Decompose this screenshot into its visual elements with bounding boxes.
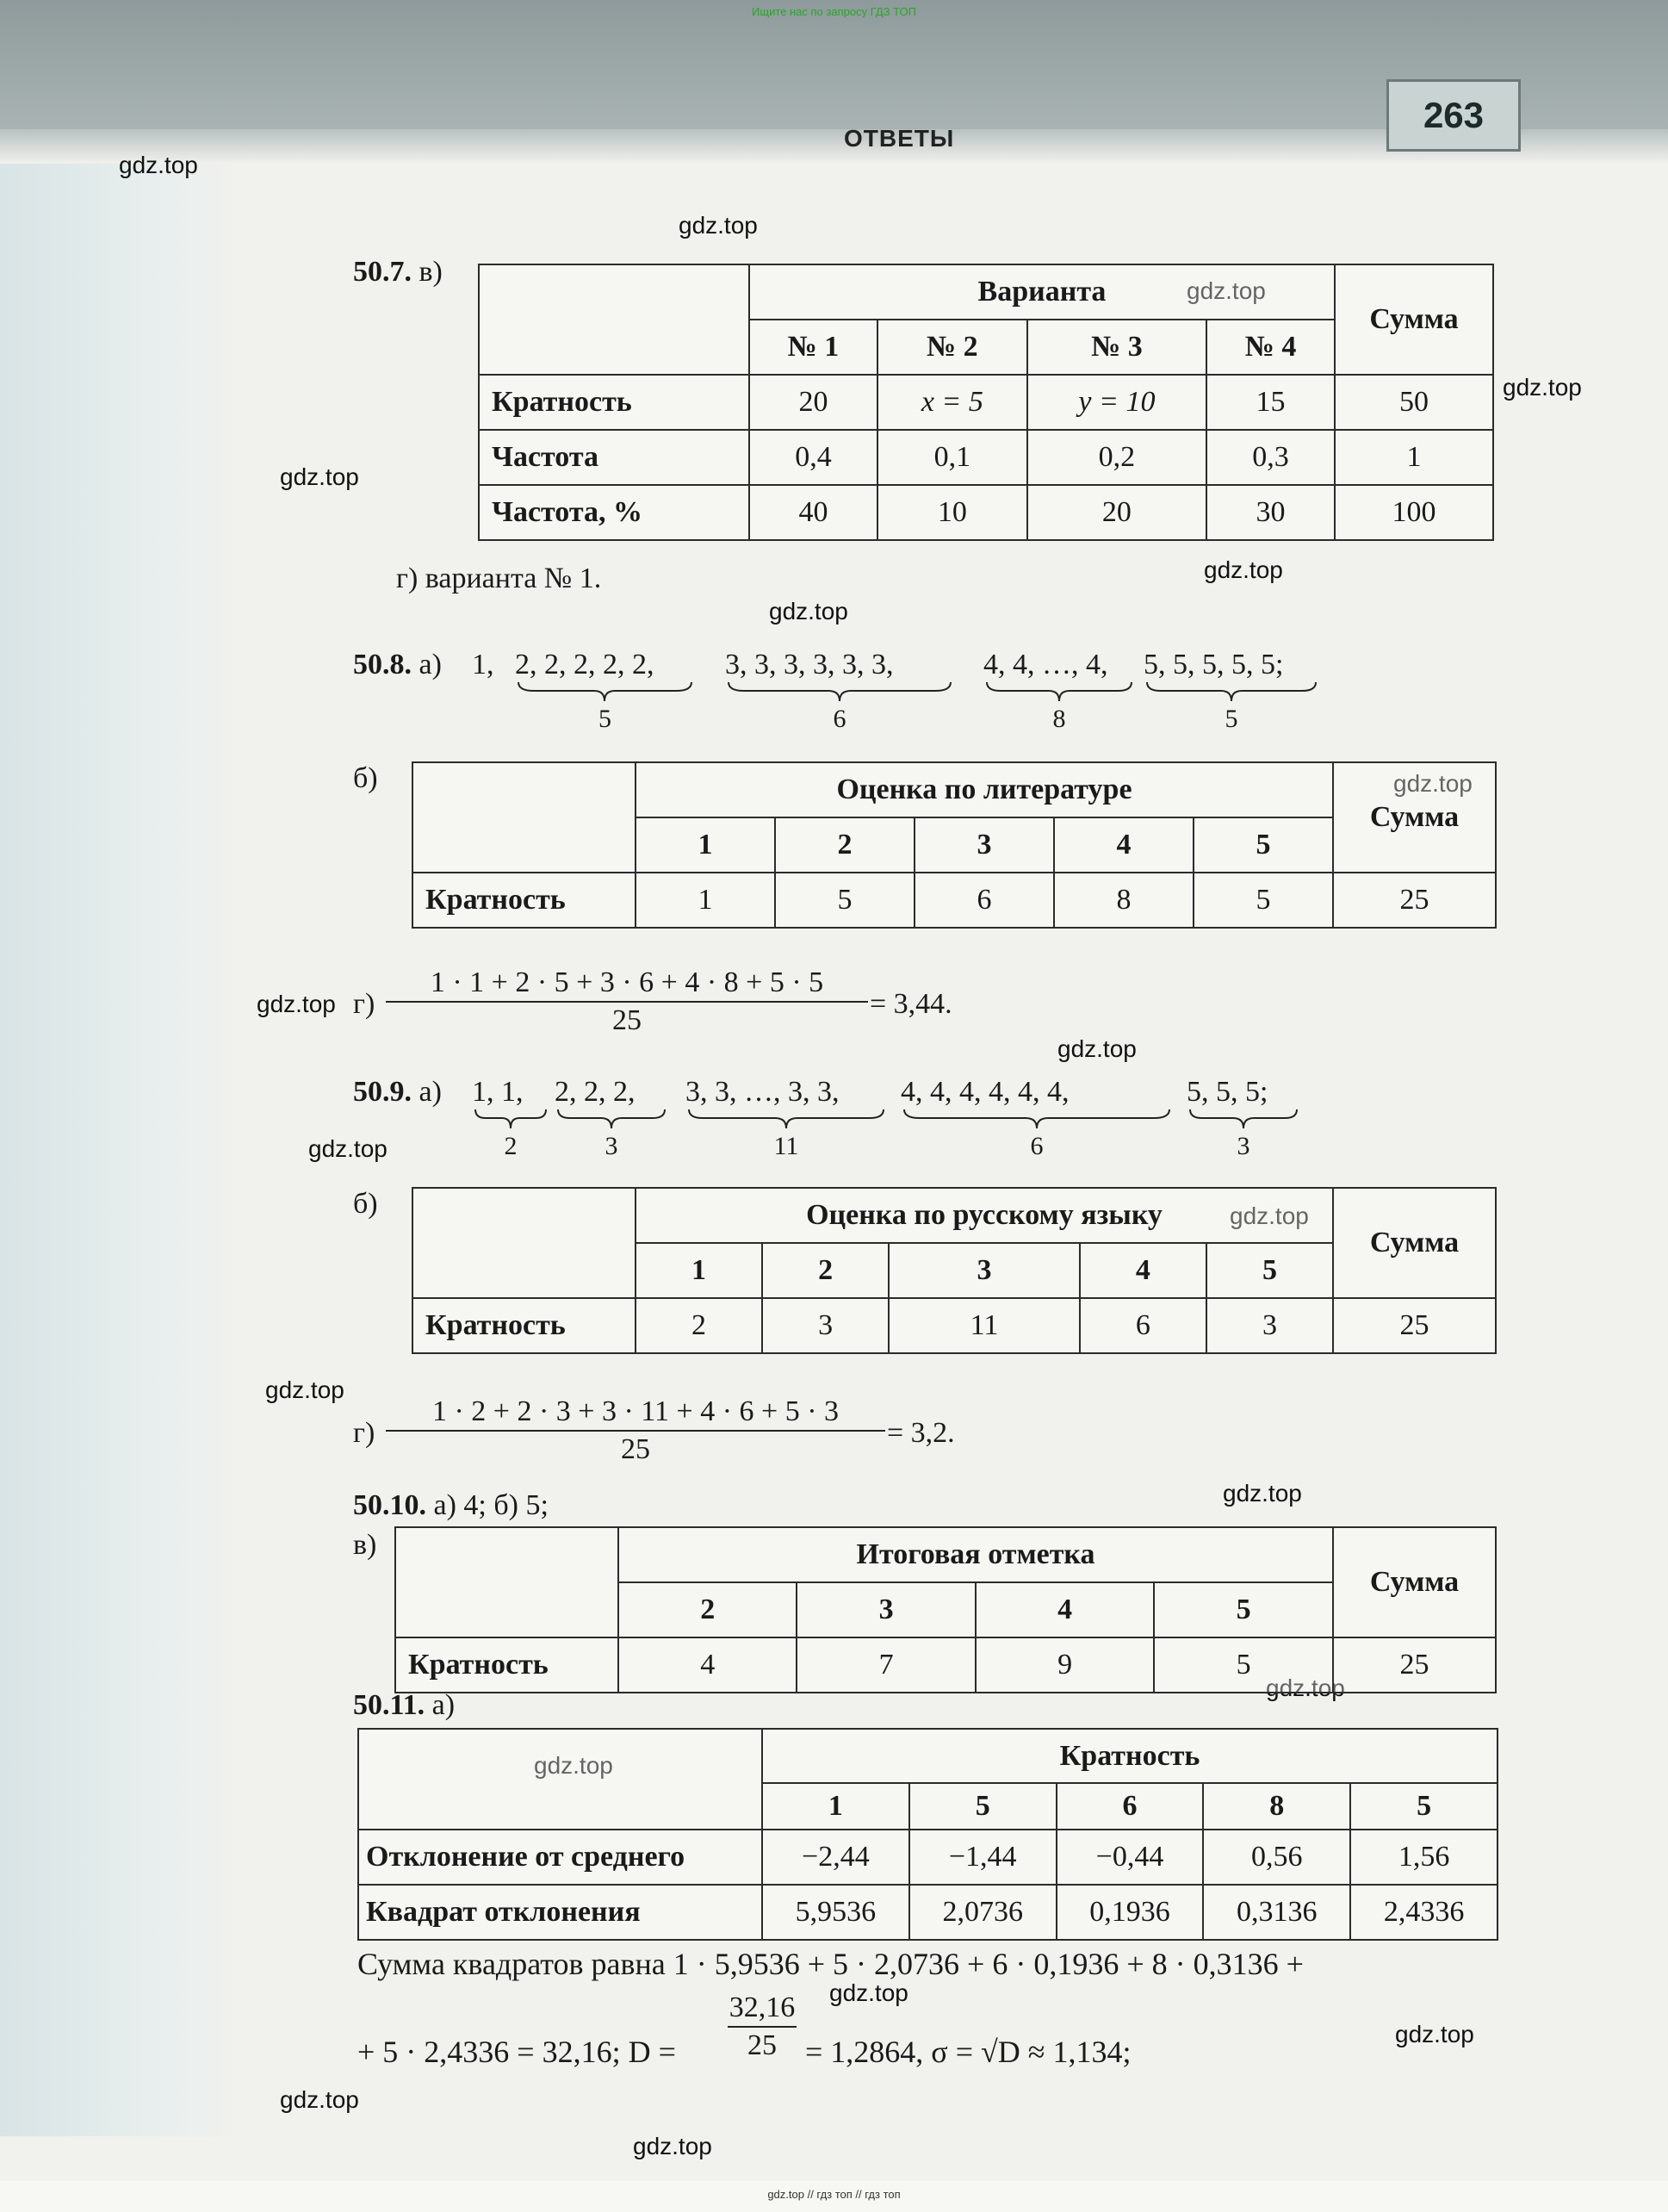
mean-result: = 3,44.	[870, 988, 952, 1020]
table-cell: −2,44	[762, 1830, 909, 1885]
problem-50-10-label	[353, 1488, 549, 1523]
left-margin-strip	[0, 164, 237, 2136]
sequence-group: 4, 4, …, 4,	[983, 649, 1108, 680]
sum-cell: 25	[1333, 1298, 1496, 1353]
item-b-label: б)	[353, 762, 378, 794]
row-header: Кратность	[412, 873, 636, 928]
empty-corner-cell	[395, 1582, 618, 1637]
table-row	[479, 430, 1493, 485]
column-header: 2	[775, 817, 915, 873]
column-header: 5	[1350, 1783, 1497, 1830]
column-header: 1	[636, 1243, 762, 1298]
column-header: 8	[1203, 1783, 1350, 1830]
watermark: gdz.top	[1503, 374, 1582, 401]
fraction-denominator: 25	[612, 1004, 642, 1036]
problem-50-9-label	[353, 1075, 442, 1109]
table-cell: 0,56	[1203, 1830, 1350, 1885]
grades-header: Итоговая отметка	[618, 1527, 1333, 1582]
table-cell: 11	[889, 1298, 1080, 1353]
item-g-label: г)	[353, 988, 375, 1020]
watermark: gdz.top	[534, 1752, 613, 1779]
table-cell: 5	[1194, 873, 1333, 928]
fraction-denominator: 25	[747, 2029, 777, 2061]
brace-count: 11	[773, 1132, 799, 1160]
table-cell: 40	[749, 485, 877, 540]
item-a-label: а)	[419, 649, 442, 680]
column-header: 5	[909, 1783, 1057, 1830]
table-cell: 5	[1154, 1637, 1333, 1693]
fraction-line	[728, 2026, 797, 2028]
watermark: gdz.top	[1395, 2021, 1474, 2047]
column-header: № 3	[1027, 320, 1206, 375]
table-cell: 0,3136	[1203, 1885, 1350, 1940]
watermark: gdz.top	[1187, 277, 1266, 304]
fraction-numerator: 1 · 2 + 2 · 3 + 3 · 11 + 4 · 6 + 5 · 3	[431, 1395, 840, 1427]
row-header: Кратность	[395, 1637, 618, 1693]
fraction-numerator: 32,16	[729, 1991, 796, 2023]
column-header: 2	[618, 1582, 797, 1637]
empty-corner-cell	[395, 1527, 618, 1582]
column-header: 5	[1194, 817, 1333, 873]
variants-header: Варианта	[749, 264, 1335, 320]
watermark: gdz.top	[257, 991, 336, 1017]
column-header: 3	[889, 1243, 1080, 1298]
sequence-group: 5, 5, 5;	[1187, 1076, 1268, 1108]
table-cell: 4	[618, 1637, 797, 1693]
watermark: gdz.top	[1230, 1202, 1309, 1229]
sequence-group: 1, 1,	[472, 1076, 524, 1108]
variance-fraction	[728, 1991, 797, 2062]
table-cell: 8	[1054, 873, 1194, 928]
column-header: 3	[797, 1582, 975, 1637]
watermark: gdz.top	[769, 598, 848, 624]
column-header: № 1	[749, 320, 877, 375]
item-a-label: а)	[419, 1076, 442, 1108]
fraction-denominator: 25	[621, 1433, 650, 1465]
bottom-note[interactable]: gdz.top // гдз топ // гдз топ	[767, 2188, 901, 2201]
table-cell: y = 10	[1027, 375, 1206, 430]
table-cell: 30	[1206, 485, 1335, 540]
sequence-group: 5, 5, 5, 5, 5;	[1144, 649, 1284, 680]
deviation-table	[357, 1728, 1498, 1941]
table-cell: 3	[762, 1298, 889, 1353]
underbrace	[556, 1108, 667, 1168]
answer-text: а) 4; б) 5;	[433, 1489, 549, 1521]
table-row	[479, 375, 1493, 430]
table-cell: 10	[877, 485, 1027, 540]
column-header: 3	[915, 817, 1054, 873]
sum-header: Сумма	[1333, 1527, 1496, 1637]
sum-header: Сумма	[1333, 762, 1496, 873]
problem-number: 50.7.	[353, 256, 412, 288]
variance-line-end: = 1,2864, σ = √D ≈ 1,134;	[805, 2035, 1132, 2069]
table-cell: x = 5	[877, 375, 1027, 430]
table-cell: 3	[1206, 1298, 1333, 1353]
empty-corner-cell	[479, 320, 749, 375]
sum-cell: 50	[1335, 375, 1493, 430]
brace-count: 2	[504, 1132, 518, 1160]
empty-corner-cell	[412, 1243, 636, 1298]
row-header: Частота, %	[479, 485, 749, 540]
watermark: gdz.top	[633, 2133, 712, 2159]
underbrace	[1145, 680, 1318, 741]
problem-50-11-label	[353, 1688, 455, 1723]
table-cell: 6	[1080, 1298, 1206, 1353]
sequence-group: 4, 4, 4, 4, 4, 4,	[901, 1076, 1070, 1108]
row-header: Кратность	[412, 1298, 636, 1353]
watermark: gdz.top	[119, 152, 198, 178]
table-cell: 9	[976, 1637, 1154, 1693]
brace-count: 5	[598, 705, 611, 733]
watermark: gdz.top	[308, 1135, 388, 1162]
underbrace	[1188, 1108, 1299, 1168]
column-header: 2	[762, 1243, 889, 1298]
column-header: 6	[1057, 1783, 1204, 1830]
table-cell: 20	[749, 375, 877, 430]
watermark: gdz.top	[265, 1376, 344, 1403]
table-cell: 2	[636, 1298, 762, 1353]
table-cell: 20	[1027, 485, 1206, 540]
underbrace	[727, 680, 952, 741]
table-cell: 2,4336	[1350, 1885, 1497, 1940]
table-cell: 0,4	[749, 430, 877, 485]
top-note[interactable]: Ищите нас по запросу ГДЗ ТОП	[752, 5, 916, 18]
table-cell: −1,44	[909, 1830, 1057, 1885]
table-cell: 0,1	[877, 430, 1027, 485]
grades-header: Оценка по литературе	[636, 762, 1333, 817]
row-header: Частота	[479, 430, 749, 485]
table-cell: 1,56	[1350, 1830, 1497, 1885]
empty-corner-cell	[412, 1188, 636, 1243]
sum-cell: 1	[1335, 430, 1493, 485]
empty-corner-cell	[412, 762, 636, 817]
table-cell: 2,0736	[909, 1885, 1057, 1940]
sum-of-squares-line: Сумма квадратов равна 1 · 5,9536 + 5 · 2,0736 + 6 · 0,1936 + 8 · 0,3136 +	[357, 1947, 1304, 1981]
problem-number: 50.10.	[353, 1489, 426, 1521]
column-header: 4	[1054, 817, 1194, 873]
sequence-group: 1,	[472, 649, 494, 680]
column-header: № 4	[1206, 320, 1335, 375]
multiplicity-header: Кратность	[762, 1729, 1497, 1783]
table-cell: 7	[797, 1637, 975, 1693]
empty-corner-cell	[358, 1729, 762, 1783]
table-cell: 6	[915, 873, 1054, 928]
brace-count: 3	[605, 1132, 618, 1160]
row-header: Квадрат отклонения	[358, 1885, 762, 1940]
table-cell: 5	[775, 873, 915, 928]
empty-corner-cell	[412, 817, 636, 873]
item-v-label: в)	[419, 256, 443, 288]
item-v-label: в)	[353, 1529, 377, 1561]
column-header: 5	[1154, 1582, 1333, 1637]
empty-corner-cell	[358, 1783, 762, 1830]
sequence-group: 2, 2, 2,	[555, 1076, 636, 1108]
table-cell: 15	[1206, 375, 1335, 430]
table-row	[395, 1637, 1496, 1693]
problem-50-8-label	[353, 648, 442, 682]
watermark: gdz.top	[1223, 1480, 1302, 1507]
table-cell: −0,44	[1057, 1830, 1204, 1885]
russian-table-wrapper	[412, 1187, 1497, 1359]
watermark: gdz.top	[679, 212, 758, 239]
table-row	[358, 1830, 1497, 1885]
row-header: Отклонение от среднего	[358, 1830, 762, 1885]
watermark: gdz.top	[1204, 556, 1283, 583]
watermark: gdz.top	[1393, 770, 1473, 797]
brace-count: 3	[1237, 1132, 1250, 1160]
sum-cell: 25	[1333, 873, 1496, 928]
watermark: gdz.top	[280, 463, 359, 490]
table-row	[479, 485, 1493, 540]
underbrace	[902, 1108, 1171, 1168]
item-b-label: б)	[353, 1188, 378, 1220]
sum-header: Сумма	[1333, 1188, 1496, 1298]
variance-line-start: + 5 · 2,4336 = 32,16; D =	[357, 2035, 676, 2069]
table-cell: 0,3	[1206, 430, 1335, 485]
problem-number: 50.11.	[353, 1689, 425, 1721]
problem-number: 50.9.	[353, 1076, 412, 1108]
page-number: 263	[1386, 79, 1521, 152]
row-header: Кратность	[479, 375, 749, 430]
watermark: gdz.top	[1057, 1035, 1137, 1062]
brace-count: 8	[1052, 705, 1066, 733]
answer-text: г) варианта № 1.	[396, 562, 602, 594]
sequence-group: 3, 3, 3, 3, 3, 3,	[725, 649, 894, 680]
item-g-label: г)	[353, 1417, 375, 1449]
column-header: 1	[762, 1783, 909, 1830]
mean-fraction	[386, 966, 868, 1037]
problem-50-7-label	[353, 255, 443, 289]
column-header: 4	[1080, 1243, 1206, 1298]
column-header: 4	[976, 1582, 1154, 1637]
table-cell: 5,9536	[762, 1885, 909, 1940]
table-row	[412, 1298, 1496, 1353]
problem-number: 50.8.	[353, 649, 412, 680]
watermark: gdz.top	[1266, 1675, 1345, 1701]
table-cell: 1	[636, 873, 775, 928]
empty-corner-cell	[479, 264, 749, 320]
sum-cell: 25	[1333, 1637, 1496, 1693]
fraction-line	[386, 1001, 868, 1003]
table-row	[358, 1885, 1497, 1940]
brace-count: 6	[1030, 1132, 1044, 1160]
underbrace	[687, 1108, 885, 1168]
section-title: ОТВЕТЫ	[844, 125, 955, 152]
variants-table	[478, 264, 1494, 541]
watermark: gdz.top	[280, 2086, 359, 2113]
table-cell: 0,2	[1027, 430, 1206, 485]
item-a-label: а)	[431, 1689, 456, 1721]
mean-result: = 3,2.	[887, 1417, 955, 1449]
fraction-line	[386, 1430, 885, 1432]
sum-cell: 100	[1335, 485, 1493, 540]
final-grade-table	[394, 1526, 1497, 1693]
underbrace	[517, 680, 693, 741]
column-header: № 2	[877, 320, 1027, 375]
brace-count: 6	[833, 705, 846, 733]
sequence-group: 2, 2, 2, 2, 2,	[515, 649, 654, 680]
brace-count: 5	[1225, 705, 1238, 733]
table-row	[412, 873, 1496, 928]
underbrace	[985, 680, 1133, 741]
column-header: 5	[1206, 1243, 1333, 1298]
russian-grades-table	[412, 1187, 1497, 1354]
sum-header: Сумма	[1335, 264, 1493, 375]
literature-grades-table	[412, 761, 1497, 929]
mean-fraction	[386, 1395, 885, 1466]
column-header: 1	[636, 817, 775, 873]
table-cell: 0,1936	[1057, 1885, 1204, 1940]
fraction-numerator: 1 · 1 + 2 · 5 + 3 · 6 + 4 · 8 + 5 · 5	[430, 966, 824, 998]
sequence-group: 3, 3, …, 3, 3,	[685, 1076, 840, 1108]
underbrace	[474, 1108, 548, 1168]
watermark: gdz.top	[829, 1979, 908, 2006]
grades-header: Оценка по русскому языку	[636, 1188, 1333, 1243]
